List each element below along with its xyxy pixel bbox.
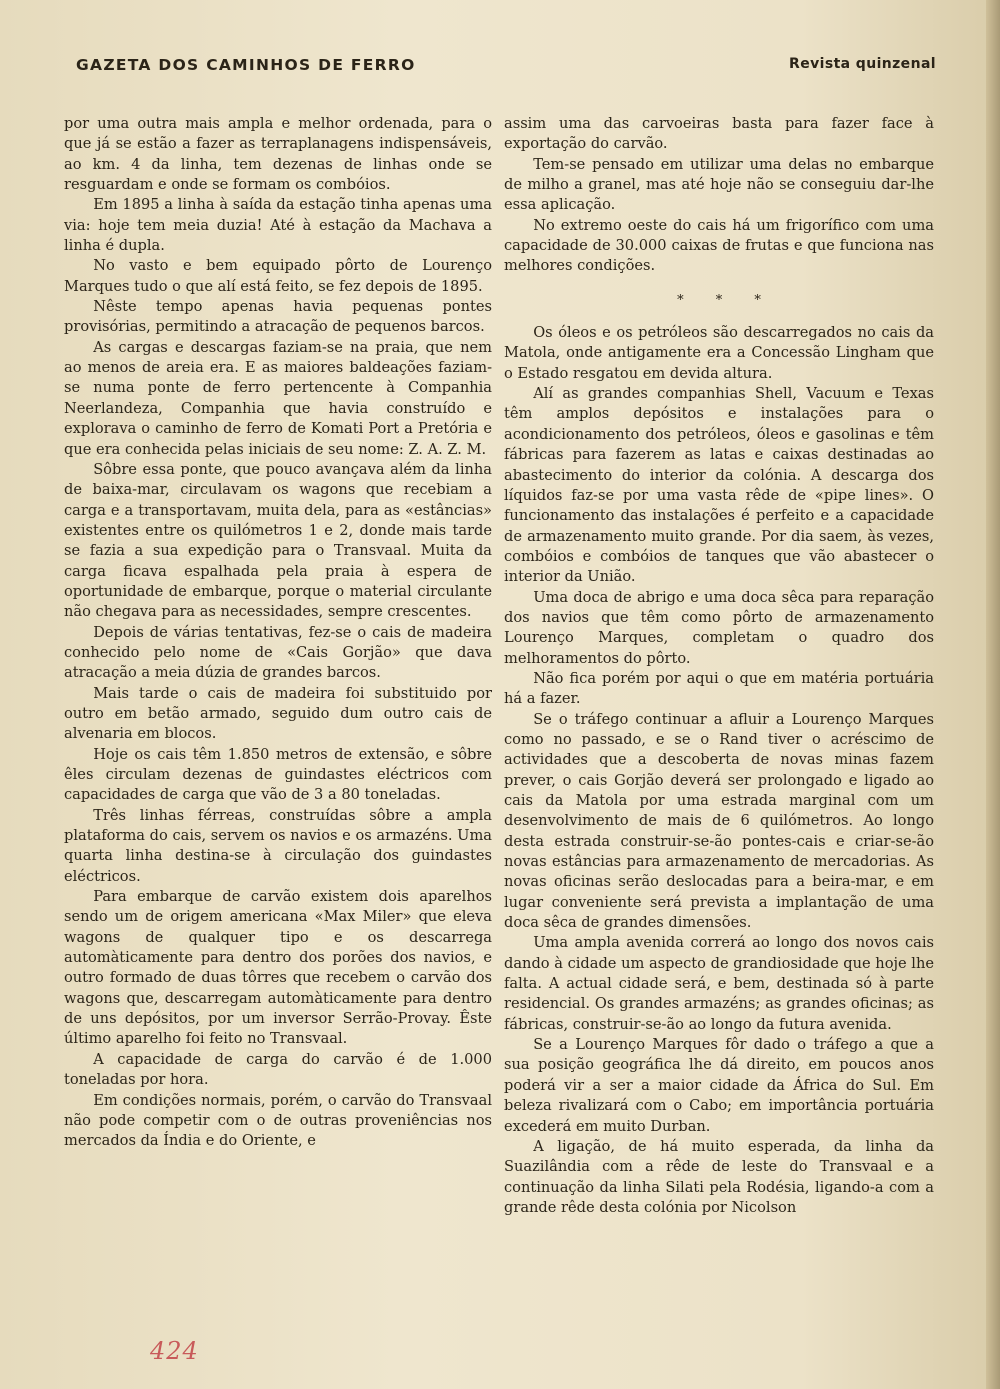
paragraph: A ligação, de há muito esperada, da linha da Suazilândia com a rêde de leste do Transvaal e a continuação da linha Silati pela Rodésia, ligando-a com a grande rêde desta colónia por Nicolson: [504, 1137, 934, 1216]
page-number: 424: [150, 1337, 199, 1365]
paragraph: Nêste tempo apenas havia pequenas pontes provisórias, permitindo a atracação de pequenos barcos.: [64, 298, 492, 336]
paragraph: Alí as grandes companhias Shell, Vacuum e Texas têm amplos depósitos e instalações para o acondicionamento dos petróleos, óleos e gasolinas e têm fábricas para fazerem as latas e caixas destinadas ao abastecimento do interior da colónia. A descarga dos líquidos faz-se por uma vasta rêde de «pipe lines». O funcionamento das instalações é perfeito e a capacidade de armazenamento muito grande. Por dia saem, às vezes, combóios e combóios de tanques que vão abastecer o interior da União.: [504, 385, 934, 586]
paragraph: Depois de várias tentativas, fez-se o cais de madeira conhecido pelo nome de «Cais Gorjão» que dava atracação a meia dúzia de grandes barcos.: [64, 623, 492, 682]
paragraph: Se a Lourenço Marques fôr dado o tráfego a que a sua posição geográfica lhe dá direito, em poucos anos poderá vir a ser a maior cidade da África do Sul. Em beleza rivalizará com o Cabo; em importância portuária excederá em muito Durban.: [504, 1036, 934, 1135]
paragraph: por uma outra mais ampla e melhor ordenada, para o que já se estão a fazer as terraplanagens indispensáveis, ao km. 4 da linha, tem dezenas de linhas onde se resguardam e onde se formam os combóios.: [64, 115, 492, 194]
paragraph: Em 1895 a linha à saída da estação tinha apenas uma via: hoje tem meia duzia! Até à estação da Machava a linha é dupla.: [64, 196, 492, 255]
right-column: [504, 114, 934, 1218]
paragraph: Em condições normais, porém, o carvão do Transvaal não pode competir com o de outras proveniências nos mercados da Índia e do Oriente, e: [64, 1091, 492, 1150]
page-edge: [986, 0, 1000, 1389]
paragraph: Três linhas férreas, construídas sôbre a ampla plataforma do cais, servem os navios e os armazéns. Uma quarta linha destina-se à circulação dos guindastes eléctricos.: [64, 806, 492, 885]
left-column: [64, 114, 492, 1152]
paragraph: Hoje os cais têm 1.850 metros de extensão, e sôbre êles circulam dezenas de guindastes eléctricos com capacidades de carga que vão de 3 a 80 toneladas.: [64, 745, 492, 804]
paragraph: Se o tráfego continuar a afluir a Lourenço Marques como no passado, e se o Rand tiver o acréscimo de actividades que a descoberta de novas minas fazem prever, o cais Gorjão deverá ser prolongado e ligado ao cais da Matola por uma estrada marginal com um desenvolvimento de mais de 6 quilómetros. Ao longo desta estrada construir-se-ão pontes-cais e criar-se-ão novas estâncias para armazenamento de mercadorias. As novas oficinas serão deslocadas para a beira-mar, e em lugar conveniente será prevista a implantação de uma doca sêca de grandes dimensões.: [504, 710, 934, 932]
publication-subtitle: Revista quinzenal: [789, 56, 936, 72]
paragraph: No extremo oeste do cais há um frigorífico com uma capacidade de 30.000 caixas de frutas e que funciona nas melhores condições.: [504, 216, 934, 275]
paragraph: As cargas e descargas faziam-se na praia, que nem ao menos de areia era. E as maiores baldeações faziam-se numa ponte de ferro pertencente à Companhia Neerlandeza, Companhia que havia construído e explorava o caminho de ferro de Komati Port a Pretória e que era conhecida pelas iniciais de seu nome: Z. A. Z. M.: [64, 338, 492, 458]
section-separator: * * *: [677, 292, 775, 308]
paragraph: Tem-se pensado em utilizar uma delas no embarque de milho a granel, mas até hoje não se conseguiu dar-lhe essa aplicação.: [504, 155, 934, 214]
paragraph: Para embarque de carvão existem dois aparelhos sendo um de origem americana «Max Miler» que eleva wagons de qualquer tipo e os descarrega automàticamente para dentro dos porões dos navios, e outro formado de duas tôrres que recebem o carvão dos wagons que, descarregam automàticamente para dentro de uns depósitos, por um inversor Serrão-Provay. Êste último aparelho foi feito no Transvaal.: [64, 888, 492, 1048]
paragraph: Uma doca de abrigo e uma doca sêca para reparação dos navios que têm como pôrto de armazenamento Lourenço Marques, completam o quadro dos melhoramentos do pôrto.: [504, 588, 934, 667]
paragraph: Uma ampla avenida correrá ao longo dos novos cais dando à cidade um aspecto de grandiosidade que hoje lhe falta. A actual cidade será, e bem, destinada só à parte residencial. Os grandes armazéns; as grandes oficinas; as fábricas, construir-se-ão ao longo da futura avenida.: [504, 934, 934, 1033]
paragraph: Os óleos e os petróleos são descarregados no cais da Matola, onde antigamente era a Concessão Lingham que o Estado resgatou em devida altura.: [504, 324, 934, 382]
paragraph: No vasto e bem equipado pôrto de Lourenço Marques tudo o que alí está feito, se fez depois de 1895.: [64, 257, 492, 295]
paragraph: assim uma das carvoeiras basta para fazer face à exportação do carvão.: [504, 115, 934, 153]
paragraph: Sôbre essa ponte, que pouco avançava além da linha de baixa-mar, circulavam os wagons que recebiam a carga e a transportavam, muita dela, para as «estâncias» existentes entre os quilómetros 1 e 2, donde mais tarde se fazia a sua expedição para o Transvaal. Muita da carga ficava espalhada pela praia à espera de oportunidade de embarque, porque o material circulante não chegava para as necessidades, sempre crescentes.: [64, 460, 492, 621]
page-header: [76, 56, 936, 80]
paragraph: Mais tarde o cais de madeira foi substituido por outro em betão armado, seguido dum outro cais de alvenaria em blocos.: [64, 684, 492, 743]
paragraph: A capacidade de carga do carvão é de 1.000 toneladas por hora.: [64, 1050, 492, 1089]
paragraph: Não fica porém por aqui o que em matéria portuária há a fazer.: [504, 669, 934, 708]
publication-title: GAZETA DOS CAMINHOS DE FERRO: [76, 56, 416, 74]
